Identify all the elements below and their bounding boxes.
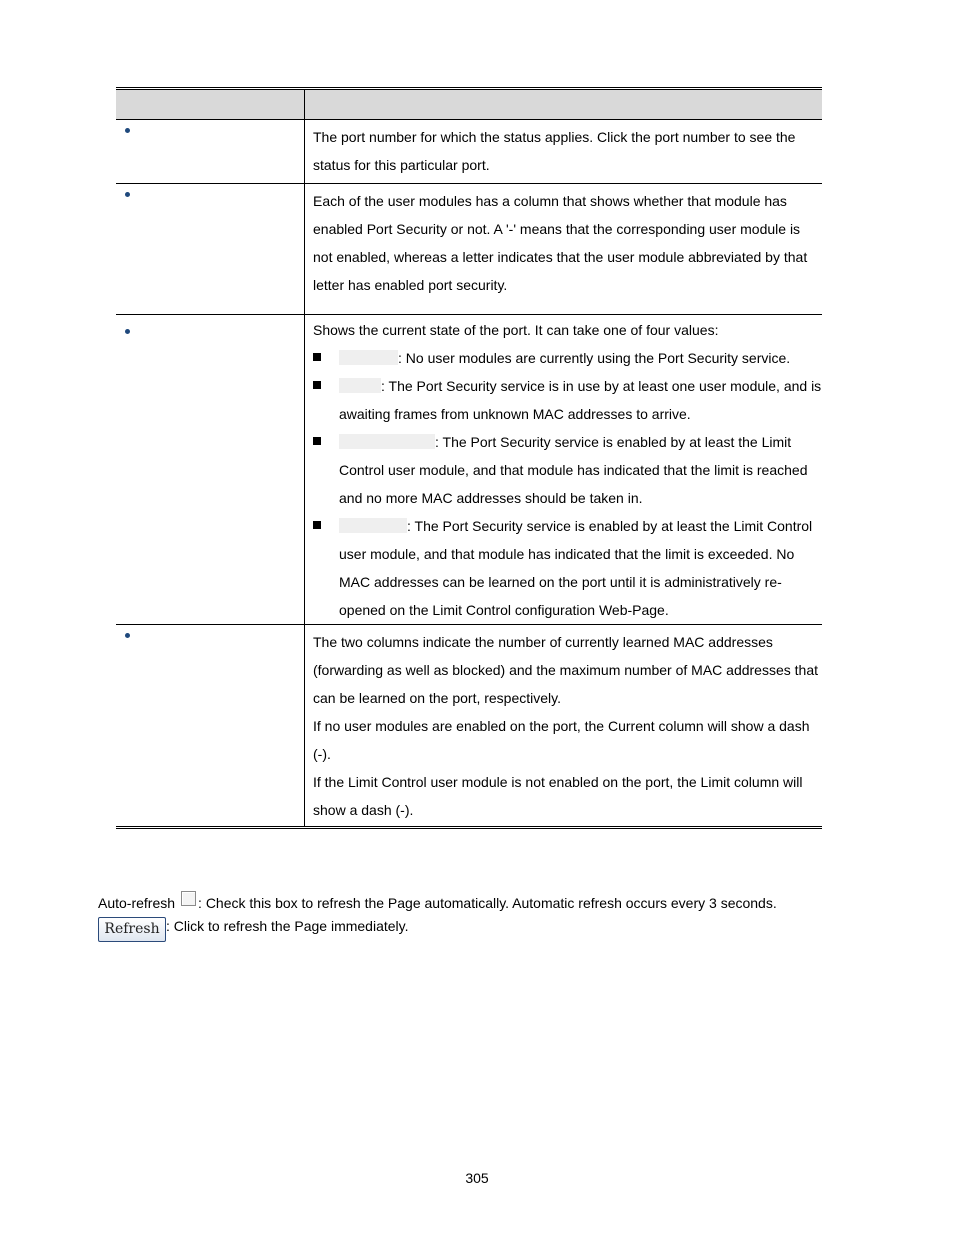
state-item-text: : The Port Security service is enabled by at least the Limit Control user module, and that module has indicated that the limit is reached and no more MAC addresses should be taken in.: [339, 434, 808, 506]
state-item-text: : The Port Security service is enabled by at least the Limit Control user module, and that module has indicated that the limit is exceeded. No MAC addresses can be learned on the port until it is administratively re-opened on the Limit Control configuration Web-Page.: [339, 518, 813, 618]
table-row-mac-count: [116, 625, 822, 827]
table-bottom-rule: [116, 826, 822, 829]
square-bullet-icon: [313, 353, 321, 361]
description-text: The port number for which the status applies. Click the port number to see the status for this particular port.: [313, 129, 796, 173]
description-text: The two columns indicate the number of currently learned MAC addresses (forwarding as well as blocked) and the maximum number of MAC addresses that can be learned on the port, respectively.: [313, 634, 818, 706]
object-cell: [116, 315, 305, 625]
description-cell: [305, 120, 823, 184]
object-cell: [116, 625, 305, 827]
description-cell: [305, 625, 823, 827]
value-placeholder: [339, 518, 407, 533]
value-placeholder: [339, 350, 398, 365]
state-item-disabled: [313, 344, 822, 372]
state-item-text: : The Port Security service is in use by at least one user module, and is awaiting frames from unknown MAC addresses to arrive.: [339, 378, 822, 422]
state-item-limit-reached: [313, 428, 822, 512]
square-bullet-icon: [313, 521, 321, 529]
bullet-icon: [125, 128, 130, 133]
state-item-text: : No user modules are currently using the Port Security service.: [398, 350, 791, 366]
value-placeholder: [339, 434, 435, 449]
auto-refresh-paragraph: [98, 891, 777, 911]
refresh-paragraph: [98, 917, 409, 942]
description-cell: [305, 184, 823, 315]
bullet-icon: [125, 192, 130, 197]
header-description-cell: [305, 90, 823, 120]
bullet-icon: [125, 633, 130, 638]
refresh-button[interactable]: Refresh: [98, 917, 166, 942]
description-text: If the Limit Control user module is not enabled on the port, the Limit column will show a dash (-).: [313, 774, 803, 818]
state-item-shutdown: [313, 512, 822, 624]
table-header-row: [116, 90, 822, 120]
description-cell: [305, 315, 823, 625]
auto-refresh-label: Auto-refresh: [98, 895, 176, 911]
object-cell: [116, 184, 305, 315]
object-cell: [116, 120, 305, 184]
page-number: 305: [465, 1170, 489, 1186]
description-text: If no user modules are enabled on the port, the Current column will show a dash (-).: [313, 718, 810, 762]
bullet-icon: [125, 329, 130, 334]
state-intro: Shows the current state of the port. It can take one of four values:: [313, 322, 719, 338]
state-item-ready: [313, 372, 822, 428]
parameter-table: [116, 87, 822, 829]
refresh-description: : Click to refresh the Page immediately.: [166, 918, 409, 934]
table-row-state: [116, 315, 822, 625]
square-bullet-icon: [313, 381, 321, 389]
value-placeholder: [339, 378, 381, 393]
auto-refresh-description: : Check this box to refresh the Page automatically. Automatic refresh occurs every 3 seconds.: [198, 895, 777, 911]
table-row-users: [116, 184, 822, 315]
header-object-cell: [116, 90, 305, 120]
square-bullet-icon: [313, 437, 321, 445]
description-text: Each of the user modules has a column that shows whether that module has enabled Port Security or not. A '-' means that the corresponding user module is not enabled, whereas a letter indicates that the user module abbreviated by that letter has enabled port security.: [313, 193, 808, 293]
auto-refresh-checkbox[interactable]: [181, 891, 196, 906]
table-row-port: [116, 120, 822, 184]
